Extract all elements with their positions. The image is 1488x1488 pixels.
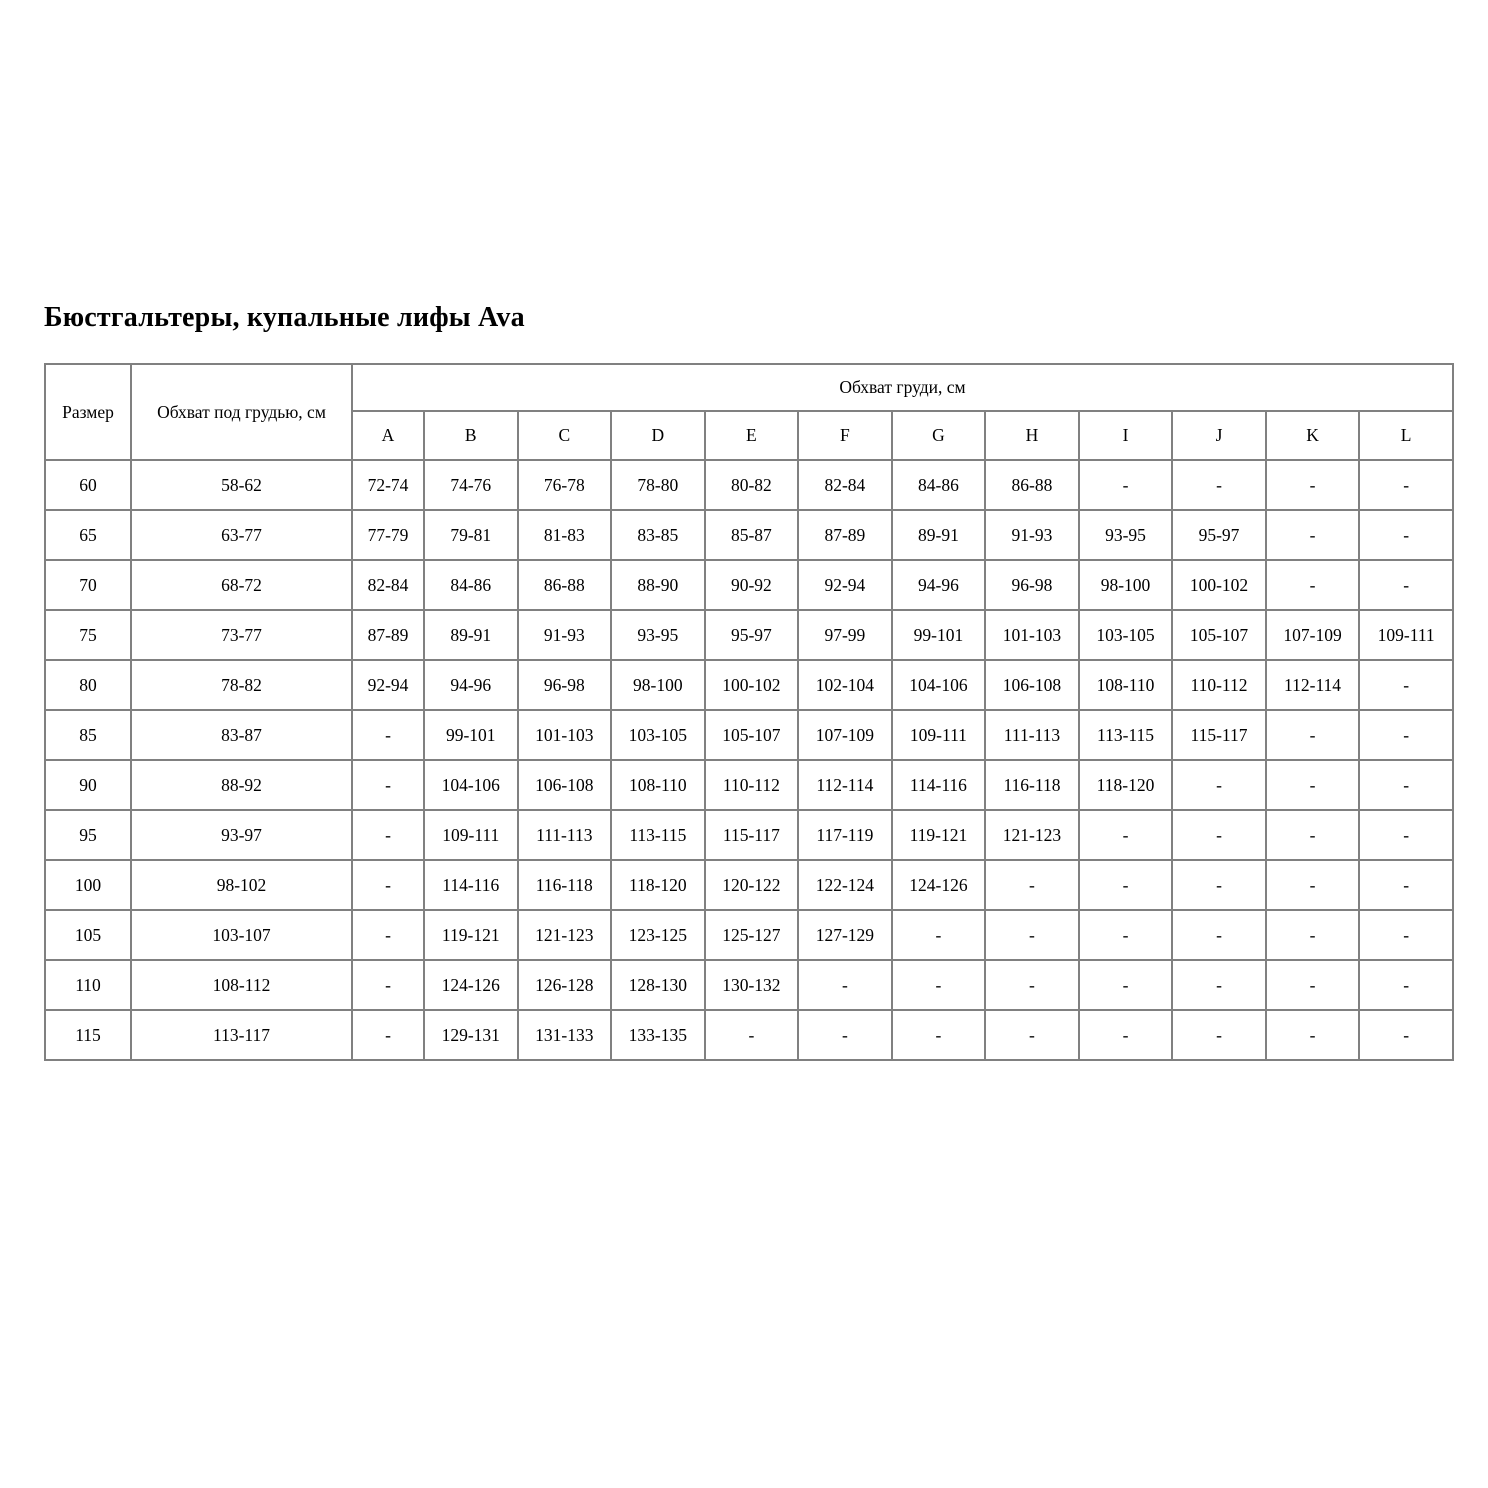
cup-cell-k: - [1266, 710, 1360, 760]
cup-cell-k: 112-114 [1266, 660, 1360, 710]
cup-cell-l: - [1359, 460, 1453, 510]
cup-cell-j: - [1172, 1010, 1266, 1060]
cup-cell-h: 86-88 [985, 460, 1079, 510]
cup-cell-g: 84-86 [892, 460, 986, 510]
header-row-top [45, 364, 1453, 411]
cup-cell-j: 95-97 [1172, 510, 1266, 560]
cup-cell-l: - [1359, 710, 1453, 760]
size-cell: 115 [45, 1010, 131, 1060]
cup-cell-c: 116-118 [518, 860, 612, 910]
table-row [45, 810, 1453, 860]
table-row [45, 860, 1453, 910]
cup-cell-b: 114-116 [424, 860, 518, 910]
size-cell: 65 [45, 510, 131, 560]
cup-cell-j: - [1172, 760, 1266, 810]
size-cell: 75 [45, 610, 131, 660]
size-cell: 95 [45, 810, 131, 860]
cup-cell-h: 101-103 [985, 610, 1079, 660]
cup-cell-j: - [1172, 910, 1266, 960]
cup-cell-k: 107-109 [1266, 610, 1360, 660]
size-cell: 70 [45, 560, 131, 610]
col-header-underbust: Обхват под грудью, см [131, 364, 352, 460]
cup-cell-l: - [1359, 860, 1453, 910]
cup-cell-a: 87-89 [352, 610, 424, 660]
size-table [44, 363, 1454, 1061]
cup-cell-d: 93-95 [611, 610, 705, 660]
page-title: Бюстгальтеры, купальные лифы Ava [44, 302, 525, 333]
cup-cell-c: 96-98 [518, 660, 612, 710]
cup-cell-l: - [1359, 960, 1453, 1010]
table-row [45, 1010, 1453, 1060]
cup-cell-k: - [1266, 960, 1360, 1010]
col-header-cup-f: F [798, 411, 892, 460]
cup-cell-e: 105-107 [705, 710, 799, 760]
underbust-cell: 63-77 [131, 510, 352, 560]
cup-cell-d: 113-115 [611, 810, 705, 860]
size-cell: 100 [45, 860, 131, 910]
col-header-cup-g: G [892, 411, 986, 460]
cup-cell-g: 94-96 [892, 560, 986, 610]
cup-cell-f: 82-84 [798, 460, 892, 510]
cup-cell-c: 106-108 [518, 760, 612, 810]
cup-cell-c: 131-133 [518, 1010, 612, 1060]
cup-cell-f: 92-94 [798, 560, 892, 610]
cup-cell-j: - [1172, 860, 1266, 910]
cup-cell-a: - [352, 810, 424, 860]
cup-cell-e: 95-97 [705, 610, 799, 660]
size-cell: 105 [45, 910, 131, 960]
cup-cell-b: 94-96 [424, 660, 518, 710]
cup-cell-b: 74-76 [424, 460, 518, 510]
cup-cell-i: 98-100 [1079, 560, 1173, 610]
cup-cell-e: 130-132 [705, 960, 799, 1010]
underbust-cell: 98-102 [131, 860, 352, 910]
cup-cell-k: - [1266, 860, 1360, 910]
cup-cell-f: - [798, 960, 892, 1010]
cup-cell-k: - [1266, 460, 1360, 510]
cup-cell-k: - [1266, 560, 1360, 610]
cup-cell-g: 114-116 [892, 760, 986, 810]
col-header-bust-group: Обхват груди, см [352, 364, 1453, 411]
cup-cell-l: - [1359, 510, 1453, 560]
cup-cell-i: 108-110 [1079, 660, 1173, 710]
cup-cell-a: - [352, 760, 424, 810]
cup-cell-i: - [1079, 960, 1173, 1010]
cup-cell-g: - [892, 910, 986, 960]
cup-cell-b: 119-121 [424, 910, 518, 960]
cup-cell-d: 123-125 [611, 910, 705, 960]
cup-cell-b: 104-106 [424, 760, 518, 810]
cup-cell-e: 80-82 [705, 460, 799, 510]
cup-cell-f: 102-104 [798, 660, 892, 710]
cup-cell-a: 82-84 [352, 560, 424, 610]
table-row [45, 460, 1453, 510]
underbust-cell: 113-117 [131, 1010, 352, 1060]
cup-cell-i: 118-120 [1079, 760, 1173, 810]
underbust-cell: 93-97 [131, 810, 352, 860]
cup-cell-h: 111-113 [985, 710, 1079, 760]
cup-cell-f: 117-119 [798, 810, 892, 860]
cup-cell-g: 119-121 [892, 810, 986, 860]
cup-cell-e: 85-87 [705, 510, 799, 560]
cup-cell-g: 124-126 [892, 860, 986, 910]
col-header-cup-e: E [705, 411, 799, 460]
cup-cell-f: 97-99 [798, 610, 892, 660]
size-cell: 90 [45, 760, 131, 810]
cup-cell-f: 127-129 [798, 910, 892, 960]
cup-cell-c: 126-128 [518, 960, 612, 1010]
cup-cell-d: 128-130 [611, 960, 705, 1010]
cup-cell-l: 109-111 [1359, 610, 1453, 660]
cup-cell-e: 100-102 [705, 660, 799, 710]
cup-cell-h: 91-93 [985, 510, 1079, 560]
cup-cell-a: 77-79 [352, 510, 424, 560]
cup-cell-j: - [1172, 960, 1266, 1010]
underbust-cell: 83-87 [131, 710, 352, 760]
cup-cell-i: - [1079, 810, 1173, 860]
cup-cell-g: - [892, 960, 986, 1010]
cup-cell-e: 120-122 [705, 860, 799, 910]
col-header-cup-c: C [518, 411, 612, 460]
underbust-cell: 108-112 [131, 960, 352, 1010]
underbust-cell: 68-72 [131, 560, 352, 610]
cup-cell-b: 109-111 [424, 810, 518, 860]
cup-cell-d: 108-110 [611, 760, 705, 810]
underbust-cell: 73-77 [131, 610, 352, 660]
cup-cell-l: - [1359, 660, 1453, 710]
col-header-cup-j: J [1172, 411, 1266, 460]
cup-cell-g: - [892, 1010, 986, 1060]
table-row [45, 960, 1453, 1010]
size-cell: 80 [45, 660, 131, 710]
cup-cell-g: 109-111 [892, 710, 986, 760]
cup-cell-h: - [985, 960, 1079, 1010]
cup-cell-i: - [1079, 910, 1173, 960]
cup-cell-j: 100-102 [1172, 560, 1266, 610]
cup-cell-d: 83-85 [611, 510, 705, 560]
cup-cell-b: 79-81 [424, 510, 518, 560]
cup-cell-d: 118-120 [611, 860, 705, 910]
cup-cell-l: - [1359, 1010, 1453, 1060]
cup-cell-a: 92-94 [352, 660, 424, 710]
cup-cell-k: - [1266, 810, 1360, 860]
cup-cell-k: - [1266, 510, 1360, 560]
cup-cell-h: - [985, 1010, 1079, 1060]
cup-cell-b: 99-101 [424, 710, 518, 760]
cup-cell-f: - [798, 1010, 892, 1060]
table-row [45, 610, 1453, 660]
cup-cell-i: 93-95 [1079, 510, 1173, 560]
cup-cell-j: 110-112 [1172, 660, 1266, 710]
cup-cell-c: 81-83 [518, 510, 612, 560]
cup-cell-j: 105-107 [1172, 610, 1266, 660]
col-header-cup-i: I [1079, 411, 1173, 460]
cup-cell-e: 115-117 [705, 810, 799, 860]
underbust-cell: 58-62 [131, 460, 352, 510]
cup-cell-a: - [352, 1010, 424, 1060]
cup-cell-f: 87-89 [798, 510, 892, 560]
cup-cell-g: 104-106 [892, 660, 986, 710]
cup-cell-h: 121-123 [985, 810, 1079, 860]
size-cell: 110 [45, 960, 131, 1010]
cup-cell-f: 112-114 [798, 760, 892, 810]
col-header-cup-d: D [611, 411, 705, 460]
cup-cell-k: - [1266, 910, 1360, 960]
cup-cell-i: - [1079, 460, 1173, 510]
cup-cell-c: 76-78 [518, 460, 612, 510]
cup-cell-g: 99-101 [892, 610, 986, 660]
cup-cell-d: 133-135 [611, 1010, 705, 1060]
cup-cell-l: - [1359, 560, 1453, 610]
cup-cell-b: 124-126 [424, 960, 518, 1010]
cup-cell-f: 122-124 [798, 860, 892, 910]
underbust-cell: 103-107 [131, 910, 352, 960]
cup-cell-j: 115-117 [1172, 710, 1266, 760]
cup-cell-l: - [1359, 910, 1453, 960]
cup-cell-c: 101-103 [518, 710, 612, 760]
table-row [45, 710, 1453, 760]
cup-cell-a: 72-74 [352, 460, 424, 510]
cup-cell-h: - [985, 910, 1079, 960]
cup-cell-d: 103-105 [611, 710, 705, 760]
cup-cell-j: - [1172, 810, 1266, 860]
cup-cell-j: - [1172, 460, 1266, 510]
cup-cell-i: 103-105 [1079, 610, 1173, 660]
table-row [45, 910, 1453, 960]
cup-cell-l: - [1359, 760, 1453, 810]
table-row [45, 510, 1453, 560]
cup-cell-d: 88-90 [611, 560, 705, 610]
col-header-cup-b: B [424, 411, 518, 460]
cup-cell-e: 90-92 [705, 560, 799, 610]
cup-cell-g: 89-91 [892, 510, 986, 560]
cup-cell-h: - [985, 860, 1079, 910]
table-row [45, 660, 1453, 710]
cup-cell-h: 106-108 [985, 660, 1079, 710]
table-row [45, 760, 1453, 810]
cup-cell-i: 113-115 [1079, 710, 1173, 760]
cup-cell-h: 96-98 [985, 560, 1079, 610]
cup-cell-a: - [352, 710, 424, 760]
col-header-cup-l: L [1359, 411, 1453, 460]
col-header-cup-k: K [1266, 411, 1360, 460]
cup-cell-c: 121-123 [518, 910, 612, 960]
col-header-cup-h: H [985, 411, 1079, 460]
cup-cell-i: - [1079, 860, 1173, 910]
cup-cell-h: 116-118 [985, 760, 1079, 810]
cup-cell-k: - [1266, 760, 1360, 810]
cup-cell-e: 125-127 [705, 910, 799, 960]
size-cell: 60 [45, 460, 131, 510]
cup-cell-b: 89-91 [424, 610, 518, 660]
cup-cell-c: 91-93 [518, 610, 612, 660]
cup-cell-a: - [352, 860, 424, 910]
cup-cell-e: - [705, 1010, 799, 1060]
table-row [45, 560, 1453, 610]
cup-cell-c: 86-88 [518, 560, 612, 610]
cup-cell-c: 111-113 [518, 810, 612, 860]
cup-cell-e: 110-112 [705, 760, 799, 810]
cup-cell-l: - [1359, 810, 1453, 860]
col-header-size: Размер [45, 364, 131, 460]
cup-cell-b: 84-86 [424, 560, 518, 610]
cup-cell-d: 98-100 [611, 660, 705, 710]
underbust-cell: 88-92 [131, 760, 352, 810]
cup-cell-a: - [352, 960, 424, 1010]
cup-cell-i: - [1079, 1010, 1173, 1060]
cup-cell-d: 78-80 [611, 460, 705, 510]
col-header-cup-a: A [352, 411, 424, 460]
underbust-cell: 78-82 [131, 660, 352, 710]
cup-cell-k: - [1266, 1010, 1360, 1060]
size-cell: 85 [45, 710, 131, 760]
cup-cell-a: - [352, 910, 424, 960]
cup-cell-f: 107-109 [798, 710, 892, 760]
cup-cell-b: 129-131 [424, 1010, 518, 1060]
